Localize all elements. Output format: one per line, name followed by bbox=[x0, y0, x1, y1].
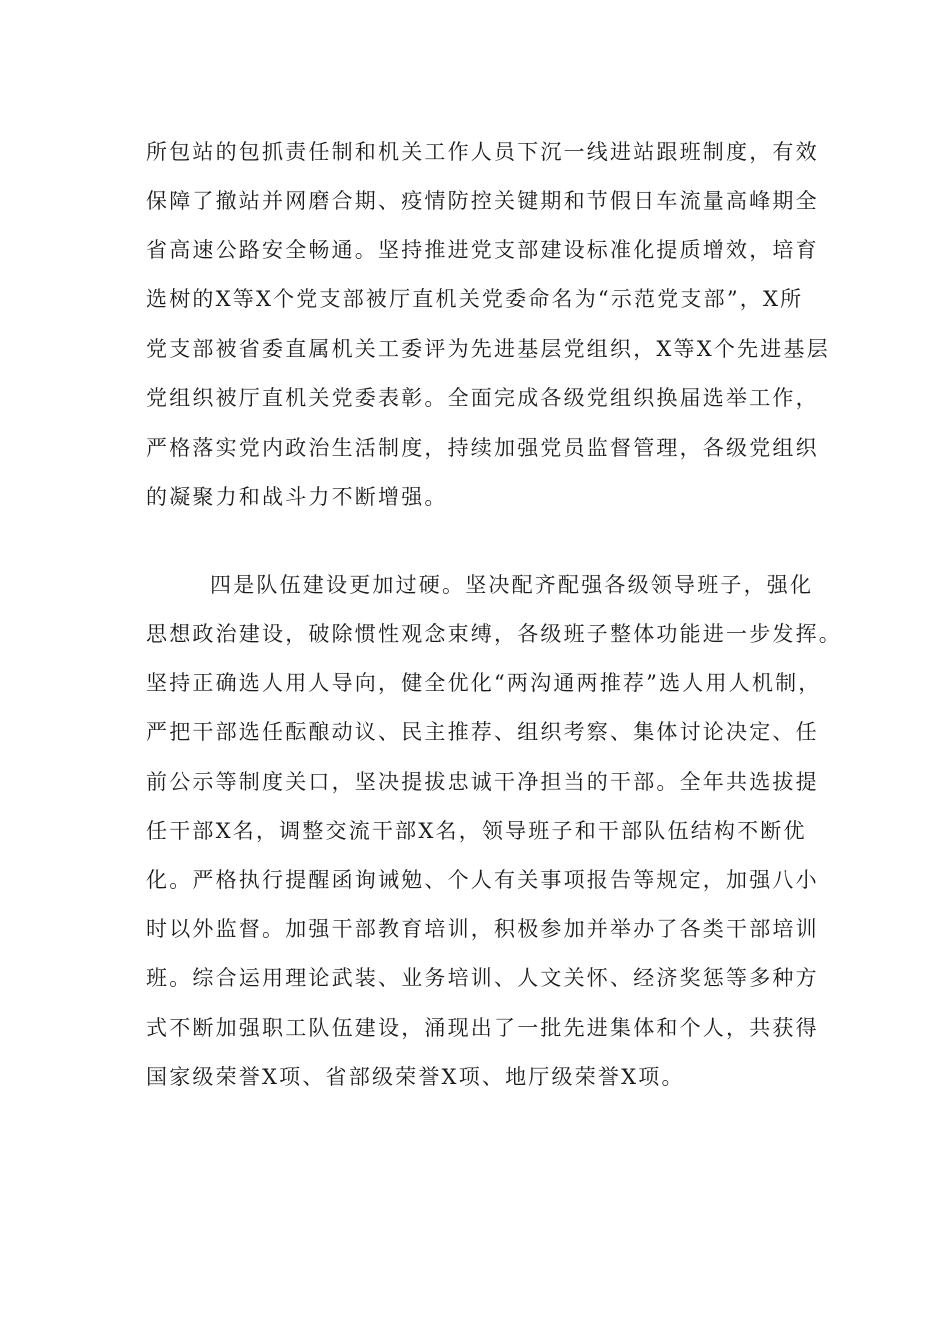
paragraph-2-line-1: 四是队伍建设更加过硬。坚决配齐配强各级领导班子，强化 bbox=[210, 573, 814, 597]
paragraph-2-line-10: 式不断加强职工队伍建设，涌现出了一批先进集体和个人，共获得 bbox=[146, 1016, 819, 1040]
paragraph-1-line-6: 党组织被厅直机关党委表彰。全面完成各级党组织换届选举工作， bbox=[146, 386, 819, 410]
paragraph-1-line-7: 严格落实党内政治生活制度，持续加强党员监督管理，各级党组织 bbox=[146, 436, 819, 460]
paragraph-1-line-8: 的凝聚力和战斗力不断增强。 bbox=[146, 485, 448, 509]
paragraph-1-line-2: 保障了撤站并网磨合期、疫情防控关键期和节假日车流量高峰期全 bbox=[146, 189, 819, 213]
paragraph-1-line-3: 省高速公路安全畅通。坚持推进党支部建设标准化提质增效，培育 bbox=[146, 238, 819, 262]
paragraph-2-line-7: 化。严格执行提醒函询诫勉、个人有关事项报告等规定，加强八小 bbox=[146, 868, 819, 892]
paragraph-2-line-8: 时以外监督。加强干部教育培训，积极参加并举办了各类干部培训 bbox=[146, 917, 819, 941]
paragraph-2-line-2: 思想政治建设，破除惯性观念束缚，各级班子整体功能进一步发挥。 bbox=[146, 622, 842, 646]
paragraph-2-line-6: 任干部X名，调整交流干部X名，领导班子和干部队伍结构不断优 bbox=[146, 819, 807, 843]
paragraph-1-line-4: 选树的X等X个党支部被厅直机关党委命名为“示范党支部”，X所 bbox=[146, 287, 804, 311]
paragraph-2-line-4: 严把干部选任酝酿动议、民主推荐、组织考察、集体讨论决定、任 bbox=[146, 720, 819, 744]
paragraph-1-line-5: 党支部被省委直属机关工委评为先进基层党组织，X等X个先进基层 bbox=[146, 337, 830, 361]
paragraph-2-line-3: 坚持正确选人用人导向，健全优化“两沟通两推荐”选人用人机制， bbox=[146, 671, 822, 695]
paragraph-2-line-9: 班。综合运用理论武装、业务培训、人文关怀、经济奖惩等多种方 bbox=[146, 966, 819, 990]
paragraph-2-line-11: 国家级荣誉X项、省部级荣誉X项、地厅级荣誉X项。 bbox=[146, 1065, 685, 1089]
paragraph-1-line-1: 所包站的包抓责任制和机关工作人员下沉一线进站跟班制度，有效 bbox=[146, 140, 819, 164]
paragraph-2-line-5: 前公示等制度关口，坚决提拔忠诚干净担当的干部。全年共选拔提 bbox=[146, 770, 819, 794]
